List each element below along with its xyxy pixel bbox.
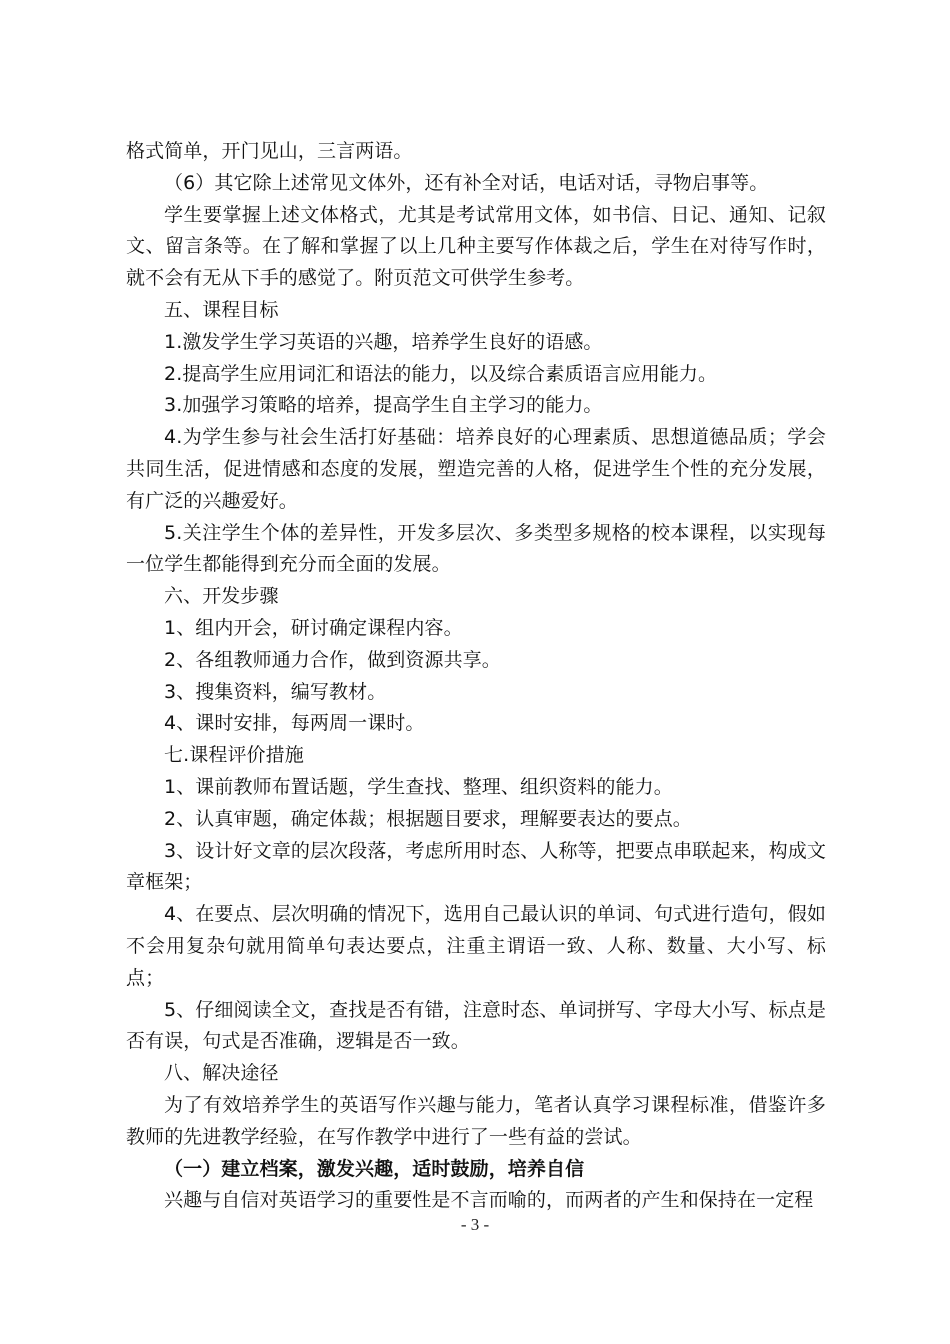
paragraph-other-styles: （6）其它除上述常见文体外，还有补全对话，电话对话，寻物启事等。 (164, 171, 769, 194)
goal-item-1: 1.激发学生学习英语的兴趣，培养学生良好的语感。 (164, 330, 603, 353)
step-item-4: 4、课时安排，每两周一课时。 (164, 712, 425, 735)
paragraph-master-formats: 学生要掌握上述文体格式，尤其是考试常用文体，如书信、日记、通知、记叙文、留言条等。在了解和掌握了以上几种主要写作体裁之后，学生在对待写作时，就不会有无从下手的感觉了。附页范文可供学生参考。 (126, 203, 826, 290)
paragraph-interest-confidence: 兴趣与自信对英语学习的重要性是不言而喻的，而两者的产生和保持在一定程 (164, 1189, 814, 1212)
goal-item-2: 2.提高学生应用词汇和语法的能力，以及综合素质语言应用能力。 (164, 362, 718, 385)
section-heading-course-goals: 五、课程目标 (164, 298, 279, 321)
page-number: - 3 - (460, 1215, 490, 1234)
goal-item-3: 3.加强学习策略的培养，提高学生自主学习的能力。 (164, 394, 603, 417)
section-heading-evaluation: 七.课程评价措施 (164, 744, 304, 767)
evaluation-item-5: 5、仔细阅读全文，查找是否有错，注意时态、单词拼写、字母大小写、标点是否有误，句式是否准确，逻辑是否一致。 (126, 998, 826, 1053)
evaluation-item-2: 2、认真审题，确定体裁；根据题目要求，理解要表达的要点。 (164, 807, 692, 830)
document-body (126, 136, 826, 1217)
evaluation-item-1: 1、课前教师布置话题，学生查找、整理、组织资料的能力。 (164, 775, 673, 798)
evaluation-item-4: 4、在要点、层次明确的情况下，选用自己最认识的单词、句式进行造句，假如不会用复杂句就用简单句表达要点，注重主谓语一致、人称、数量、大小写、标点； (126, 903, 826, 989)
step-item-3: 3、搜集资料，编写教材。 (164, 680, 387, 703)
step-item-1: 1、组内开会，研讨确定课程内容。 (164, 616, 463, 639)
section-heading-development-steps: 六、开发步骤 (164, 585, 279, 608)
paragraph-format-note: 格式简单，开门见山，三言两语。 (126, 140, 413, 162)
step-item-2: 2、各组教师通力合作，做到资源共享。 (164, 648, 501, 671)
evaluation-item-3: 3、设计好文章的层次段落，考虑所用时态、人称等，把要点串联起来，构成文章框架； (126, 839, 826, 894)
paragraph-solutions-intro: 为了有效培养学生的英语写作兴趣与能力，笔者认真学习课程标准，借鉴许多教师的先进教学经验，在写作教学中进行了一些有益的尝试。 (126, 1093, 826, 1148)
section-heading-solutions: 八、解决途径 (164, 1062, 279, 1085)
goal-item-4: 4.为学生参与社会生活打好基础：培养良好的心理素质、思想道德品质；学会共同生活，促进情感和态度的发展，塑造完善的人格，促进学生个性的充分发展，有广泛的兴趣爱好。 (126, 426, 826, 512)
subsection-heading-1: （一）建立档案，激发兴趣，适时鼓励，培养自信 (164, 1157, 585, 1180)
goal-item-5: 5.关注学生个体的差异性，开发多层次、多类型多规格的校本课程，以实现每一位学生都能得到充分而全面的发展。 (126, 521, 826, 576)
